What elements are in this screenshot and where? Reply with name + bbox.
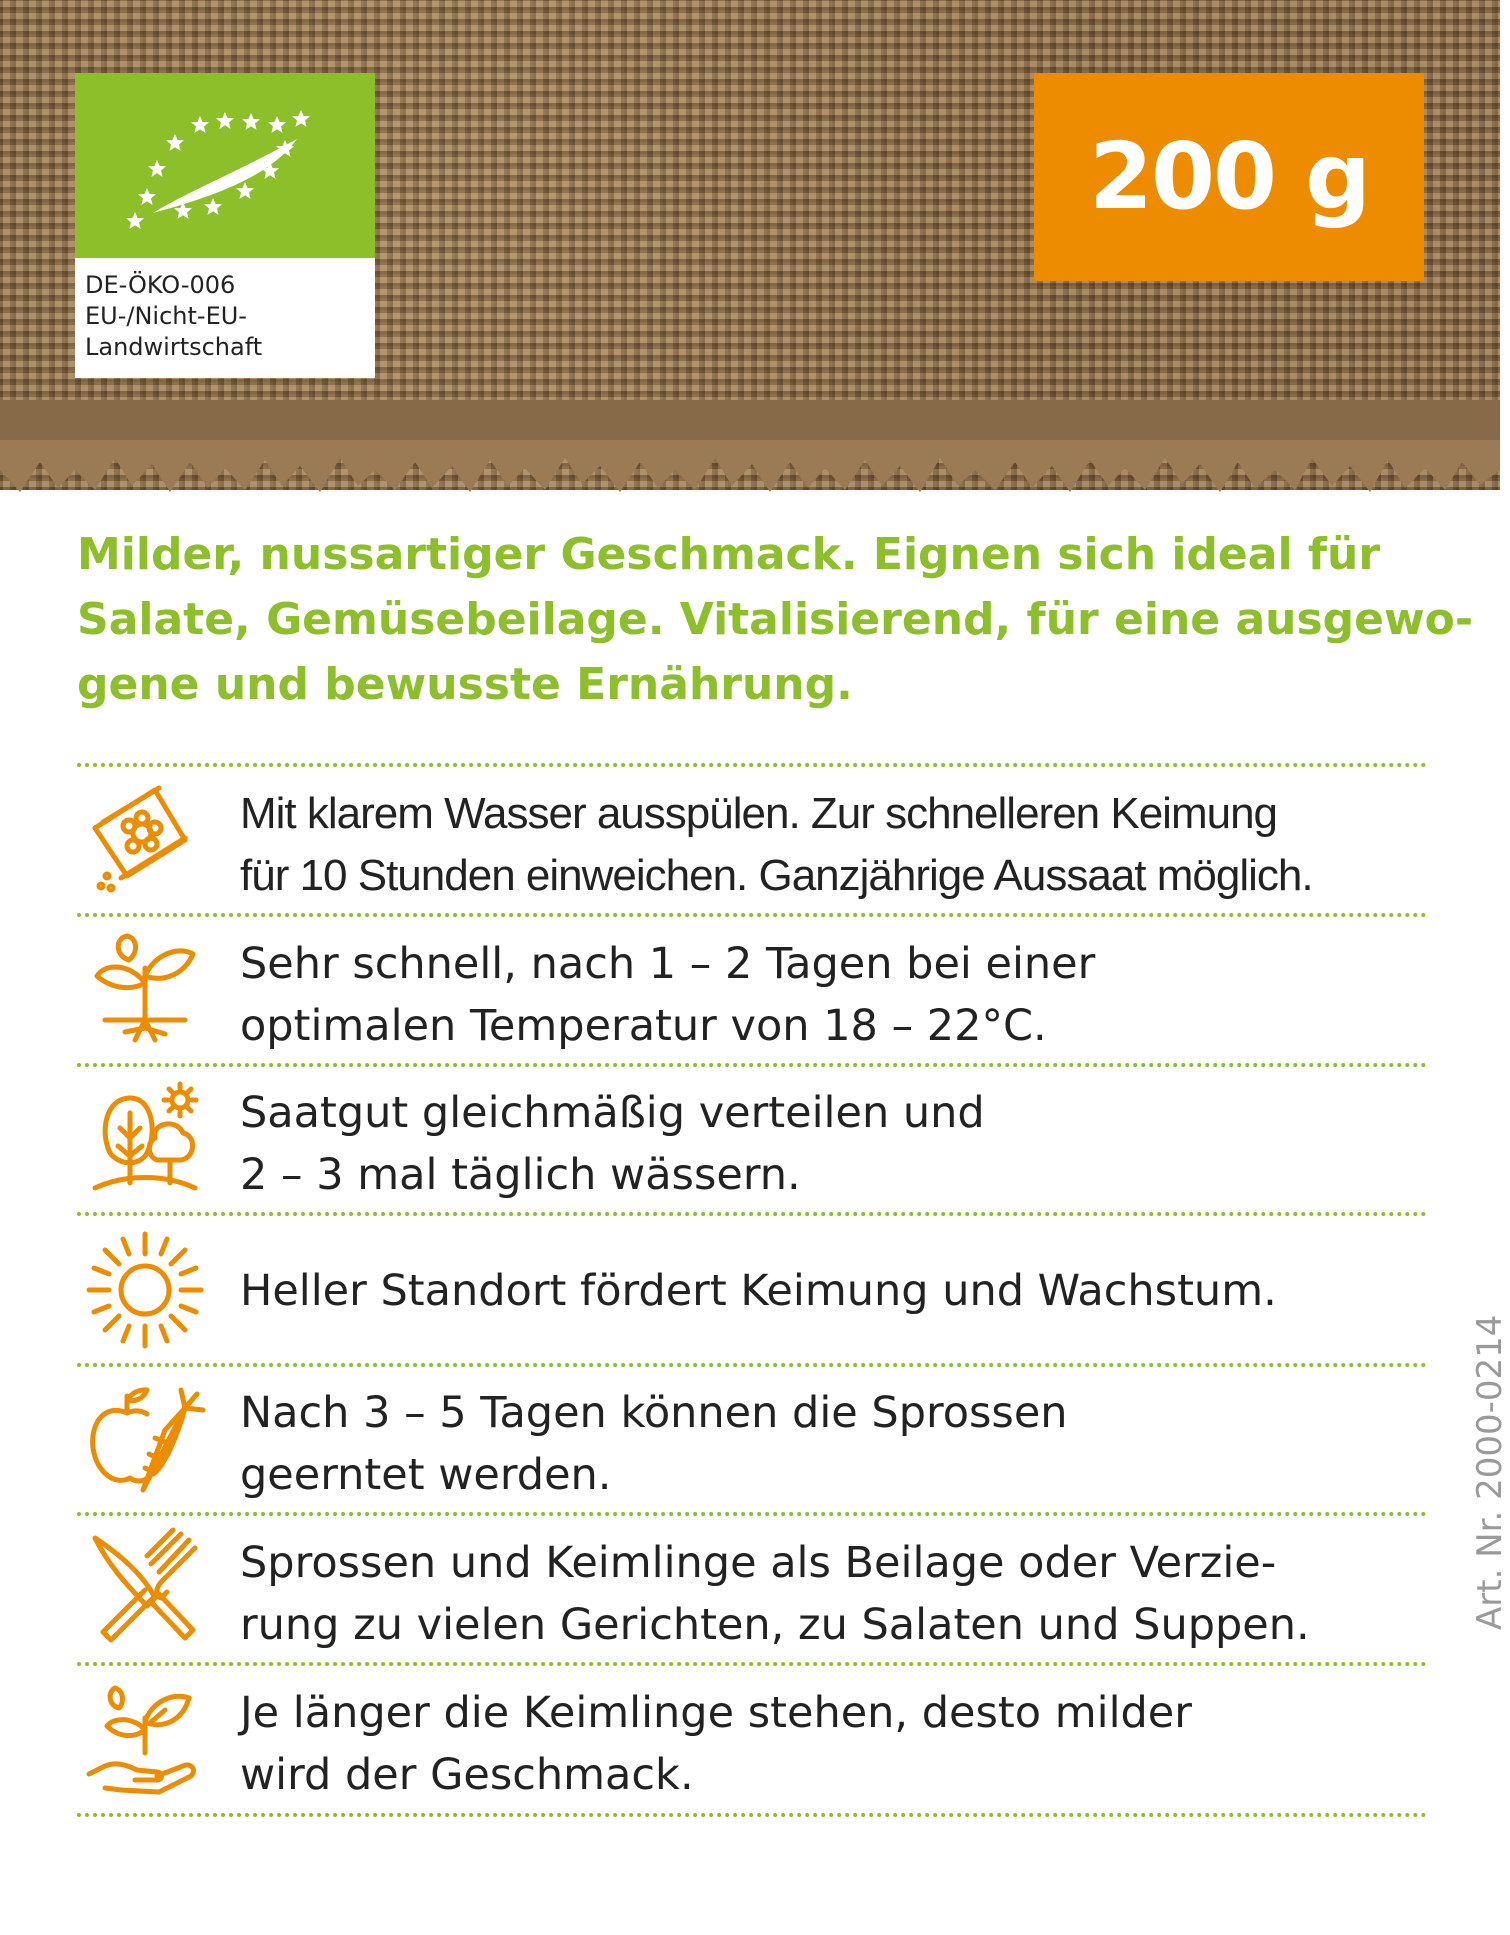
sun-icon <box>85 1230 205 1350</box>
intro-line-2: Salate, Gemüsebeilage. Vitalisierend, für eine ausgewo- <box>77 594 1474 645</box>
seed-packet-icon <box>85 778 205 898</box>
divider <box>77 1212 1427 1216</box>
instruction-line: optimalen Temperatur von 18 – 22°C. <box>240 1001 1047 1051</box>
instruction-serving <box>240 1532 1430 1656</box>
intro-line-3: gene und bewusste Ernährung. <box>77 659 853 710</box>
instruction-line: geerntet werden. <box>240 1450 612 1500</box>
eu-origin-line2: Landwirtschaft <box>85 333 263 361</box>
divider <box>77 1662 1427 1666</box>
burlap-fringe <box>0 400 1500 500</box>
hand-plant-icon <box>85 1678 205 1798</box>
instruction-rinse <box>240 783 1430 907</box>
instruction-line: Je länger die Keimlinge stehen, desto milder <box>240 1688 1192 1738</box>
instruction-line: rung zu vielen Gerichten, zu Salaten und Suppen. <box>240 1600 1310 1650</box>
intro-line-1: Milder, nussartiger Geschmack. Eignen sich ideal für <box>77 529 1381 580</box>
trees-sun-icon <box>85 1078 205 1198</box>
divider <box>77 1512 1427 1516</box>
eu-badge-text <box>85 270 262 363</box>
divider <box>77 1063 1427 1067</box>
eu-control-code: DE-ÖKO-006 <box>85 271 236 299</box>
instruction-line: Sprossen und Keimlinge als Beilage oder Verzie- <box>240 1538 1277 1588</box>
instruction-line: Heller Standort fördert Keimung und Wachstum. <box>240 1266 1277 1316</box>
instruction-taste <box>240 1682 1430 1806</box>
eu-leaf-logo <box>75 73 375 258</box>
instruction-germination <box>240 933 1430 1057</box>
article-number: Art. Nr. 2000-0214 <box>1470 1314 1510 1630</box>
divider <box>77 763 1427 767</box>
instruction-location <box>240 1260 1430 1322</box>
weight-badge: 200 g <box>1034 73 1424 281</box>
apple-carrot-icon <box>85 1378 205 1498</box>
instruction-line: Mit klarem Wasser ausspülen. Zur schnelleren Keimung <box>240 789 1278 838</box>
eu-origin-line1: EU-/Nicht-EU- <box>85 302 247 330</box>
instruction-spread-water <box>240 1082 1430 1206</box>
instruction-line: Sehr schnell, nach 1 – 2 Tagen bei einer <box>240 939 1096 989</box>
instruction-line: Nach 3 – 5 Tagen können die Sprossen <box>240 1388 1068 1438</box>
instruction-line: für 10 Stunden einweichen. Ganzjährige Aussaat möglich. <box>240 851 1313 900</box>
intro-text <box>77 522 1474 717</box>
instruction-line: wird der Geschmack. <box>240 1750 694 1800</box>
eu-stars-leaf-icon <box>75 73 375 258</box>
divider <box>77 1363 1427 1367</box>
divider <box>77 913 1427 917</box>
sprout-roots-icon <box>85 928 205 1048</box>
eu-organic-badge <box>75 73 375 378</box>
instruction-harvest <box>240 1382 1430 1506</box>
divider <box>77 1813 1427 1817</box>
knife-fork-icon <box>85 1528 205 1648</box>
instruction-line: 2 – 3 mal täglich wässern. <box>240 1150 801 1200</box>
instruction-line: Saatgut gleichmäßig verteilen und <box>240 1088 985 1138</box>
